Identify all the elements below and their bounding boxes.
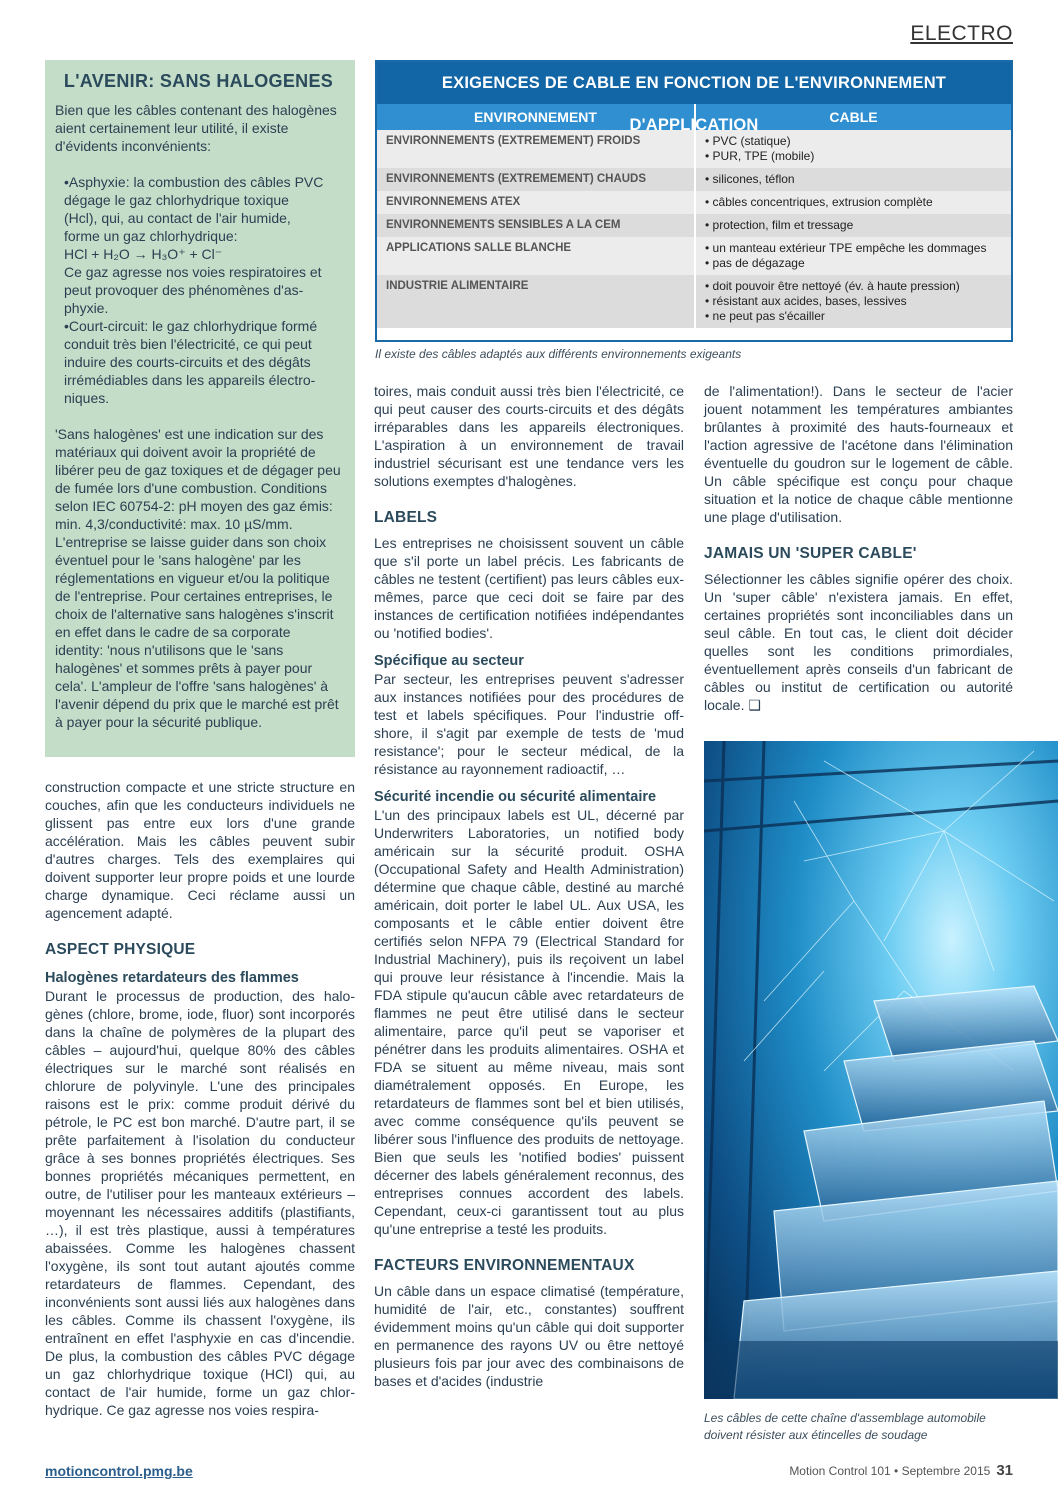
cable-requirement: • silicones, téflon (705, 172, 795, 186)
col2-paragraph: toires, mais conduit aussi très bien l'électricité, ce qui peut causer des courts-circuits et des dégâts irréparables dans les appareils électroniques. L'aspiration à un environnement de travail industriel sécurisant est une tendance vers les solutions exemptes d'halogènes. (374, 383, 684, 489)
cable-cell (695, 214, 1011, 237)
heading-jamais: JAMAIS UN 'SUPER CABLE' (704, 545, 917, 562)
bullet-line: phyxie. (64, 300, 109, 316)
bullet-line: HCl + H₂O → H₃O⁺ + Cl⁻ (64, 246, 223, 262)
table-row (377, 237, 1011, 275)
footer-issue-text: Motion Control 101 • Septembre 2015 (789, 1464, 991, 1478)
cable-requirement: • un manteau extérieur TPE empêche les dommages (705, 241, 987, 255)
table-row (377, 214, 1011, 237)
bullet-line: dégage le gaz chlorhydrique toxique (64, 192, 289, 208)
cable-requirement: • pas de dégazage (705, 256, 805, 270)
cable-cell (695, 237, 1011, 275)
table-caption: Il existe des câbles adaptés aux différents environnements exigeants (375, 347, 742, 361)
heading-labels: LABELS (374, 509, 438, 526)
cable-requirement: • câbles concentriques, extrusion complète (705, 195, 933, 209)
col2-paragraph: Par secteur, les entreprises peuvent s'adresser aux instances notifiées pour des procédures de test et labels spécifiques. Pour l'industrie offshore, il s'agit par exemple de tests de 'mud resistance'; pour le secteur médical, de la résistance au rayonnement radioactif, … (374, 671, 684, 777)
heading-facteurs: FACTEURS ENVIRONNEMENTAUX (374, 1257, 635, 1274)
photo-caption: Les câbles de cette chaîne d'assemblage automobile doivent résister aux étincelles de soudage (704, 1411, 986, 1442)
section-label: ELECTRO (910, 22, 1013, 45)
bullet-line: irrémédiables dans les appareils électro- (64, 372, 316, 388)
bullet-line: peut provoquer des phénomènes d'as- (64, 282, 304, 298)
footer-website-link[interactable]: motioncontrol.pmg.be (45, 1463, 193, 1479)
assembly-line-illustration (704, 741, 1058, 1399)
subheading-securite: Sécurité incendie ou sécurité alimentaire (374, 789, 657, 805)
table-row (377, 168, 1011, 191)
environment-cell: ENVIRONNEMENS ATEX (377, 191, 695, 214)
cable-requirements-table (375, 60, 1013, 342)
table-row (377, 275, 1011, 328)
assembly-line-photo (704, 741, 1058, 1399)
col2-paragraph: Les entreprises ne choisissent souvent un câble que s'il porte un label précis. Les fabricants de câbles ne testent (certifient) pas leurs câbles eux-mêmes, parce que ceci doit se faire par des instances de certification notifiées indépendantes ou 'notified bodies'. (374, 535, 684, 641)
footer-issue (789, 1462, 1013, 1479)
col3-paragraph: de l'alimentation!). Dans le secteur de l'acier jouent notamment les températures ambiantes brûlantes à proximité des hauts-fourneaux et l'action agressive de l'acétone dans l'élimination éventuelle du goudron sur le logement de câble. Un câble spécifique est conçu pour chaque situation et la notice de chaque câble mentionne une plage d'utilisation. (704, 383, 1013, 525)
environment-cell: ENVIRONNEMENTS (EXTREMEMENT) CHAUDS (377, 168, 695, 191)
column-header-cable: CABLE (695, 104, 1011, 130)
bullet-line: (Hcl), qui, au contact de l'air humide, (64, 210, 291, 226)
sidebar-bullets (55, 173, 342, 407)
bullet-asphyxie (55, 173, 342, 317)
bullet-line: niques. (64, 390, 110, 406)
cable-cell (695, 168, 1011, 191)
heading-aspect-physique: ASPECT PHYSIQUE (45, 941, 196, 958)
cable-requirement: • ne peut pas s'écailler (705, 309, 825, 323)
table-title: EXIGENCES DE CABLE EN FONCTION DE L'ENVIRONNEMENT D'APPLICATION (377, 62, 1011, 104)
sidebar-box (45, 60, 355, 757)
cable-cell (695, 275, 1011, 328)
environment-cell: APPLICATIONS SALLE BLANCHE (377, 237, 695, 275)
cable-requirement: • résistant aux acides, bases, lessives (705, 294, 907, 308)
bullet-line: induire des courts-circuits et des dégâts (64, 354, 311, 370)
environment-cell: INDUSTRIE ALIMENTAIRE (377, 275, 695, 328)
column-header-environment: ENVIRONNEMENT (377, 104, 695, 130)
cable-cell (695, 130, 1011, 168)
bullet-line: forme un gaz chlorhydrique: (64, 228, 238, 244)
bullet-court-circuit (55, 317, 342, 407)
cable-requirement: • PVC (statique) (705, 134, 791, 148)
cable-requirement: • protection, film et tressage (705, 218, 854, 232)
column-3 (704, 382, 1013, 714)
table-row (377, 191, 1011, 214)
col1-paragraph: Durant le processus de production, des halogènes (chlore, brome, iode, fluor) sont incorporés dans la chaîne de polymères de la plupart des câbles – aujourd'hui, quelque 80% des câbles électriques sur le marché sont réalisés en chlorure de polyvinyle. L'une des principales raisons est le prix: comme produit dérivé du pétrole, le PC est bon marché. D'autre part, il se prête parfaitement à l'isolation du conducteur grâce à ses bonnes propriétés électriques. Ses bonnes propriétés mécaniques permettent, en outre, de l'utiliser pour les manteaux extérieurs – moyennant les nécessaires additifs (plastifiants, …), il est très plastique, aussi à températures abaissées. Comme les halogènes chassent l'oxygène, ils sont tout autant ajoutés comme retardateurs de flammes. Cependant, des inconvénients sont aussi liés aux halogènes dans les câbles. Comme ils chassent l'oxygène, ils entraînent en effet l'asphyxie en cas d'incendie. De plus, la combustion des câbles PVC dégage un gaz chlorhydrique toxique (HCl) qui, au contact de l'air humide, forme un gaz chlorhydrique. Ce gaz agresse nos voies respira- (45, 988, 355, 1418)
col1-paragraph: construction compacte et une stricte structure en couches, afin que les conducteurs individuels ne glissent pas entre eux lors d'une grande accélération. Mais les câbles peuvent subir d'autres charges. Tels des exemplaires qui doivent supporter leur propre poids et une lourde charge dynamique. Ceci réclame aussi un agencement adapté. (45, 779, 355, 921)
bullet-line: Ce gaz agresse nos voies respiratoires et (64, 264, 322, 280)
page-number: 31 (996, 1462, 1013, 1479)
col3-paragraph: Sélectionner les câbles signifie opérer des choix. Un 'super câble' n'existera jamais. En effet, certaines propriétés sont inconciliables dans un seul câble. En tout cas, le client doit décider quelles sont les conditions primordiales, éventuellement après conseils d'un fabricant de câbles ou institut de certification ou autorité locale. ❑ (704, 571, 1013, 713)
sidebar-intro: Bien que les câbles contenant des halogènes aient certainement leur utilité, il existe d'évidents inconvénients: (55, 102, 337, 154)
cable-requirement: • PUR, TPE (mobile) (705, 149, 815, 163)
column-1 (45, 778, 355, 1419)
environment-cell: ENVIRONNEMENTS (EXTREMEMENT) FROIDS (377, 130, 695, 168)
table-body (377, 130, 1011, 328)
sidebar-title: L'AVENIR: SANS HALOGENES (63, 71, 334, 91)
environment-cell: ENVIRONNEMENTS SENSIBLES A LA CEM (377, 214, 695, 237)
subheading-secteur: Spécifique au secteur (374, 653, 524, 669)
bullet-line: •Court-circuit: le gaz chlorhydrique formé (64, 318, 318, 334)
col2-paragraph: L'un des principaux labels est UL, décerné par Underwriters Laboratories, un notified body américain sur la sécurité produit. OSHA (Occupational Safety and Health Administration) détermine que chaque câble, destiné au marché américain, doit porter le label UL. Aux USA, les composants et le câble entier doivent être certifiés selon NFPA 79 (Electrical Standard for Industrial Machinery), puis ils reçoivent un label qui prouve leur résistance à l'incendie. Mais la FDA stipule qu'aucun câble avec retardateurs de flammes ne peut être utilisé dans le secteur alimentaire, parce qu'il peut se vaporiser et pénétrer dans les produits alimentaires. OSHA et FDA se situent au même niveau, mais sont diamétralement opposés. En Europe, les retardateurs de flammes sont bel et bien utilisés, avec comme conséquence qu'ils peuvent se libérer sous l'influence des produits de nettoyage. Bien que seuls les 'notified bodies' puissent décerner des labels généralement reconnus, des entreprises connues accordent des labels. Cependant, ceux-ci garantissent tout au plus qu'une entreprise a testé les produits. (374, 807, 684, 1237)
bullet-line: conduit très bien l'électricité, ce qui peut (64, 336, 312, 352)
bullet-line: •Asphyxie: la combustion des câbles PVC (64, 174, 324, 190)
col2-paragraph: Un câble dans un espace climatisé (température, humidité de l'air, etc., constantes) souffrent évidemment moins qu'un câble qui doit supporter en permanence des rayons UV ou être nettoyé plusieurs fois par jour avec des combinaisons de bases et d'acides (industrie (374, 1283, 684, 1389)
cable-cell (695, 191, 1011, 214)
subheading-halogenes: Halogènes retardateurs des flammes (45, 970, 299, 986)
column-2 (374, 382, 684, 1390)
sidebar-paragraph: 'Sans halogènes' est une indication sur des matériaux qui doivent avoir la propriété de libérer peu de gaz toxiques et de dégager peu de fumée lors d'une combustion. Conditions selon IEC 60754-2: pH moyen des gaz émis: min. 4,3/conductivité: max. 10 µS/mm. L'entreprise se laisse guider dans son choix éventuel pour le 'sans halogène' par les réglementations en vigueur et/ou la politique de l'entreprise. Pour certaines entreprises, le choix de l'alternative sans halogènes s'inscrit en effet dans le cadre de sa corporate identity: 'nous n'utilisons que le 'sans halogènes' et sommes prêts à payer pour cela'. L'ampleur de l'offre 'sans halogènes' à l'avenir dépend du prix que le marché est prêt à payer pour la sécurité publique. (55, 426, 341, 730)
cable-requirement: • doit pouvoir être nettoyé (év. à haute pression) (705, 279, 960, 293)
